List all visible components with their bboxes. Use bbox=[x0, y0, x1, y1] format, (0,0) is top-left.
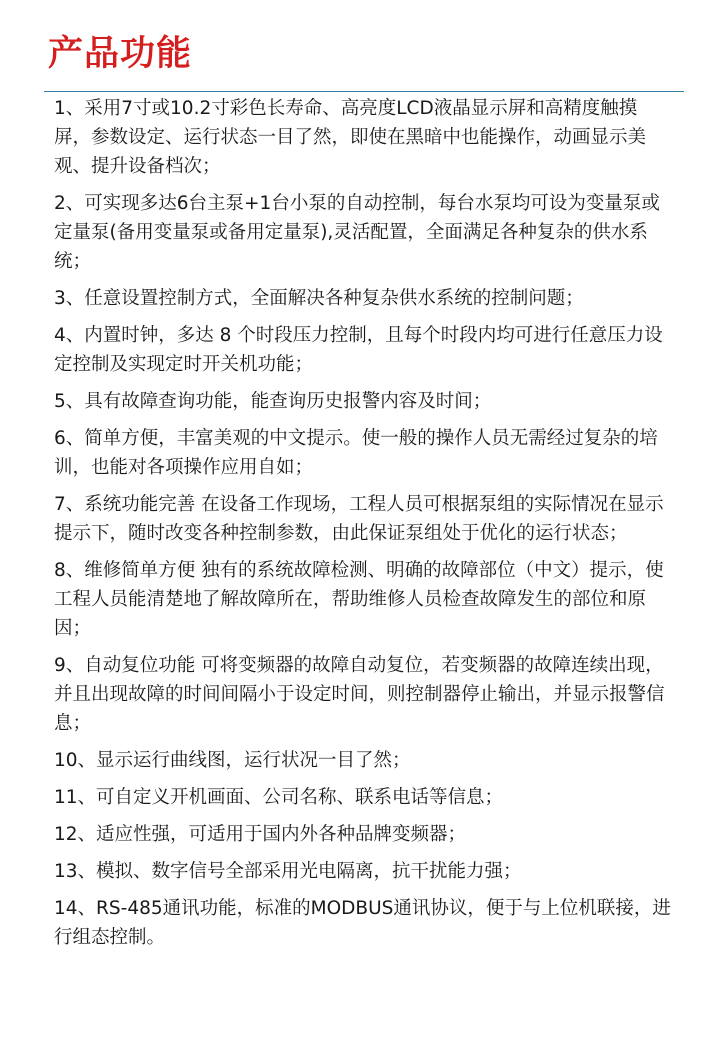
feature-item-7: 7、系统功能完善 在设备工作现场，工程人员可根据泵组的实际情况在显示提示下，随时改变各种控制参数，由此保证泵组处于优化的运行状态； bbox=[54, 494, 664, 544]
feature-item-3: 3、任意设置控制方式，全面解决各种复杂供水系统的控制问题； bbox=[54, 288, 584, 309]
feature-item-11: 11、可自定义开机画面、公司名称、联系电话等信息； bbox=[54, 787, 504, 808]
feature-list bbox=[54, 94, 674, 960]
feature-item-2: 2、可实现多达6台主泵+1台小泵的自动控制，每台水泵均可设为变量泵或定量泵(备用变量泵或备用定量泵),灵活配置，全面满足各种复杂的供水系统； bbox=[54, 193, 660, 272]
feature-item-1: 1、采用7寸或10.2寸彩色长寿命、高亮度LCD液晶显示屏和高精度触摸屏，参数设定、运行状态一目了然，即使在黑暗中也能操作，动画显示美观、提升设备档次； bbox=[54, 98, 647, 177]
feature-item-9: 9、自动复位功能 可将变频器的故障自动复位，若变频器的故障连续出现，并且出现故障的时间间隔小于设定时间，则控制器停止输出，并显示报警信息； bbox=[54, 655, 665, 734]
feature-item-13: 13、模拟、数字信号全部采用光电隔离，抗干扰能力强； bbox=[54, 861, 522, 882]
feature-item-4: 4、内置时钟，多达 8 个时段压力控制，且每个时段内均可进行任意压力设定控制及实现定时开关机功能； bbox=[54, 325, 663, 375]
feature-item-6: 6、简单方便，丰富美观的中文提示。使一般的操作人员无需经过复杂的培训，也能对各项操作应用自如； bbox=[54, 428, 658, 478]
page-title: 产品功能 bbox=[48, 34, 193, 74]
feature-item-5: 5、具有故障查询功能，能查询历史报警内容及时间； bbox=[54, 391, 492, 412]
feature-item-12: 12、适应性强，可适用于国内外各种品牌变频器； bbox=[54, 824, 467, 845]
feature-item-10: 10、显示运行曲线图，运行状况一目了然； bbox=[54, 750, 411, 771]
title-divider bbox=[44, 91, 684, 92]
feature-item-8: 8、维修简单方便 独有的系统故障检测、明确的故障部位（中文）提示，使工程人员能清楚地了解故障所在，帮助维修人员检查故障发生的部位和原因； bbox=[54, 560, 664, 639]
feature-item-14: 14、RS-485通讯功能，标准的MODBUS通讯协议，便于与上位机联接，进行组态控制。 bbox=[54, 898, 671, 948]
